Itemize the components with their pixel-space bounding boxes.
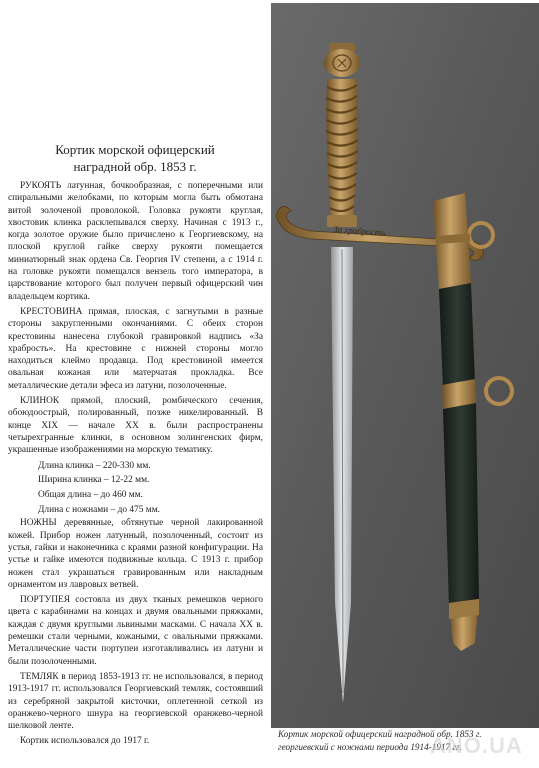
spec-blade-length: Длина клинка – 220-330 мм.	[38, 460, 151, 471]
article-body	[8, 180, 263, 748]
dirk-illustration	[271, 3, 539, 728]
caption-line-1: Кортик морской офицерский наградной обр. 1853 г.	[278, 729, 482, 739]
spec-length-with-scabbard: Длина с ножнами – до 475 мм.	[38, 504, 160, 515]
spec-total-length: Общая длина – до 460 мм.	[38, 489, 144, 500]
watermark: ANO.UA	[430, 733, 523, 758]
paragraph-belt: ПОРТУПЕЯ состояла из двух тканых ремешков черного цвета с карабинами на концах и двумя овальными пряжками, каждая с двумя круглыми львиными масками. С начала XX в. ремешки стали черными, кожаными, с овальными пряжками. Металлические части портупеи изготавливались из латуни и были позолоченными.	[8, 595, 263, 667]
pommel	[324, 43, 360, 77]
specifications-list	[8, 459, 263, 518]
scabbard-leather	[443, 403, 479, 607]
spec-blade-width: Ширина клинка – 12-22 мм.	[38, 475, 150, 486]
paragraph-scabbard: НОЖНЫ деревянные, обтянутые черной лакированной кожей. Прибор ножен латунный, позолоченный, состоит из устья, гайки и наконечника с краями разной конфигурации. На устье и гайке имеются подвижные кольца. С 1913 г. прибор ножен стал украшаться гравированным или накладным орнаментом из лавровых ветвей.	[8, 518, 263, 590]
paragraph-sword-knot: ТЕМЛЯК в период 1853-1913 гг. не использовался, в период 1913-1917 гг. использовался Георгиевский темляк, состоявший из серебряной закрытой кисточки, оплетенной сеткой из оранжево-черного шнура на георгиевской оранжево-черной шелковой ленте.	[8, 671, 263, 732]
title-line-1: Кортик морской офицерский	[55, 142, 215, 157]
dirk-photograph	[271, 3, 539, 728]
paragraph-usage: Кортик использовался до 1917 г.	[20, 736, 150, 747]
title-line-2: наградной обр. 1853 г.	[73, 159, 197, 174]
article-title	[10, 141, 260, 175]
crossguard-inscription: За храбрость	[332, 224, 386, 238]
grip	[326, 79, 358, 217]
caption-line-2: георгиевский с ножнами периода 1914-1917 гг.	[278, 742, 462, 752]
paragraph-blade: КЛИНОК прямой, плоский, ромбического сечения, обоюдоострый, полированный, позже никелированный. В конце XIX — начале XX в. были распространены четырехгранные клинки, в основном золингенских фирм, украшенные изображениями на морскую тематику.	[8, 396, 263, 456]
paragraph-handle: РУКОЯТЬ латунная, бочкообразная, с поперечными или спиральными желобками, по которым могла быть обмотана витой золоченой проволокой. Головка рукояти круглая, хвостовик клинка расклепывался сверху. Начиная с 1913 г., когда золотое оружие было причислено к Георгиевскому, на плоской круглой гайке сверху рукояти помещается миниатюрный знак ордена Св. Георгия IV степени, а с 1914 г. на головке рукояти помещался вензель того императора, в царствование которого был получен первый офицерский чин владельцем кортика.	[8, 181, 263, 302]
paragraph-crossguard: КРЕСТОВИНА прямая, плоская, с загнутыми в разные стороны закругленными окончаниями. С обеих сторон крестовины нанесена глубокой гравировкой надпись «За храбрость». На крестовине с нижней стороны могло находиться клеймо продавца. Под крестовиной имеется овальная кожаная или матерчатая прокладка. Все металлические детали эфеса из латуни, позолоченные.	[8, 306, 263, 391]
